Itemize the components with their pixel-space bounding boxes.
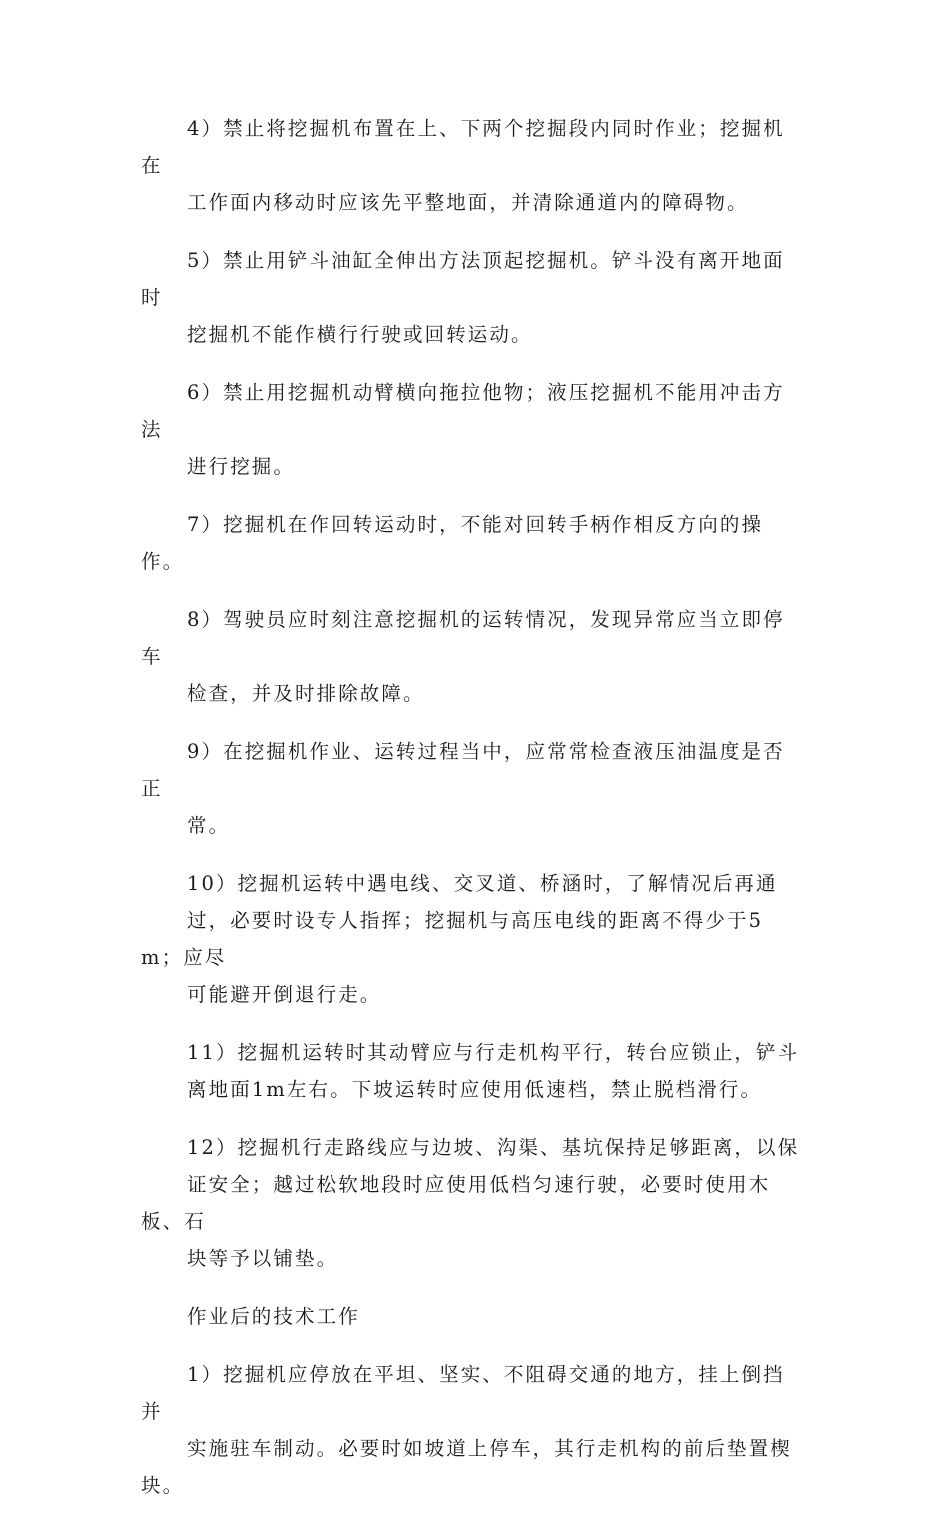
text-line: 1）挖掘机应停放在平坦、坚实、不阻碍交通的地方，挂上倒挡并 xyxy=(141,1363,785,1423)
paragraph-rule-6 xyxy=(141,374,805,485)
paragraph-post-rule-1 xyxy=(141,1356,805,1504)
paragraph-rule-5 xyxy=(141,242,805,353)
paragraph-rule-10 xyxy=(141,865,805,1013)
text-line: 检查，并及时排除故障。 xyxy=(187,682,425,705)
text-line: 过，必要时设专人指挥；挖掘机与高压电线的距离不得少于5m；应尽 xyxy=(141,909,764,969)
text-line: 7）挖掘机在作回转运动时，不能对回转手柄作相反方向的操作。 xyxy=(141,513,764,573)
paragraph-rule-8 xyxy=(141,601,805,712)
text-line: 实施驻车制动。必要时如坡道上停车，其行走机构的前后垫置楔块。 xyxy=(141,1437,792,1497)
text-line: 10）挖掘机运转中遇电线、交叉道、桥涵时，了解情况后再通 xyxy=(187,872,778,895)
text-line: 工作面内移动时应该先平整地面，并清除通道内的障碍物。 xyxy=(187,191,749,214)
text-line: 6）禁止用挖掘机动臂横向拖拉他物；液压挖掘机不能用冲击方法 xyxy=(141,381,785,441)
text-line: 块等予以铺垫。 xyxy=(187,1247,339,1270)
text-line: 9）在挖掘机作业、运转过程当中，应常常检查液压油温度是否正 xyxy=(141,740,785,800)
paragraph-rule-7 xyxy=(141,506,805,580)
paragraph-rule-12 xyxy=(141,1129,805,1277)
section-heading-after-work xyxy=(141,1298,805,1335)
paragraph-rule-9 xyxy=(141,733,805,844)
text-line: 11）挖掘机运转时其动臂应与行走机构平行，转台应锁止，铲斗 xyxy=(187,1041,800,1064)
text-line: 5）禁止用铲斗油缸全伸出方法顶起挖掘机。铲斗没有离开地面时 xyxy=(141,249,785,309)
text-line: 证安全；越过松软地段时应使用低档匀速行驶，必要时使用木板、石 xyxy=(141,1173,771,1233)
text-line: 离地面1m左右。下坡运转时应使用低速档，禁止脱档滑行。 xyxy=(187,1078,763,1101)
text-line: 挖掘机不能作横行行驶或回转运动。 xyxy=(187,323,533,346)
text-line: 8）驾驶员应时刻注意挖掘机的运转情况，发现异常应当立即停车 xyxy=(141,608,785,668)
text-line: 进行挖掘。 xyxy=(187,455,296,478)
document-body xyxy=(141,110,805,1525)
paragraph-rule-11 xyxy=(141,1034,805,1108)
text-line: 可能避开倒退行走。 xyxy=(187,983,382,1006)
text-line: 常。 xyxy=(187,814,231,837)
text-line: 4）禁止将挖掘机布置在上、下两个挖掘段内同时作业；挖掘机在 xyxy=(141,117,785,177)
text-line: 12）挖掘机行走路线应与边坡、沟渠、基坑保持足够距离，以保 xyxy=(187,1136,800,1159)
text-line: 作业后的技术工作 xyxy=(187,1305,360,1328)
paragraph-rule-4 xyxy=(141,110,805,221)
